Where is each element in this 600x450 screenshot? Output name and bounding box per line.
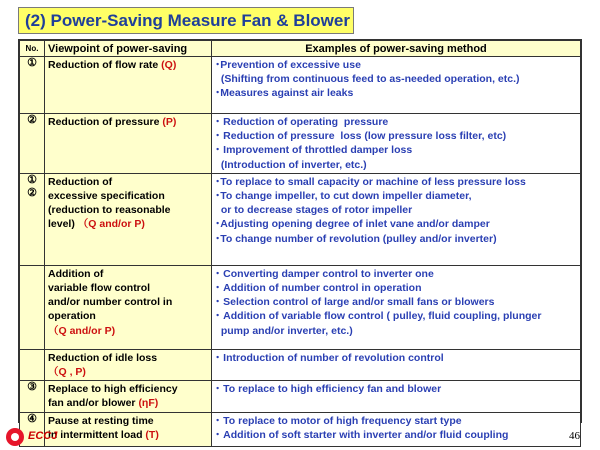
viewpoint-cell (45, 349, 212, 380)
row-number-cell (20, 57, 45, 114)
viewpoint-text: Reduction of flow rate (48, 59, 162, 71)
row-number: ① (27, 57, 37, 69)
slide-title: (2) Power-Saving Measure Fan & Blower (18, 7, 354, 34)
viewpoint-line (48, 324, 208, 338)
viewpoint-cell (45, 173, 212, 265)
examples-cell (212, 412, 581, 446)
viewpoint-text: Pause at resting time (48, 414, 154, 427)
viewpoint-line (48, 217, 208, 231)
viewpoint-text: fan and/or blower (48, 397, 139, 410)
examples-cell (212, 265, 581, 349)
row-number-cell (20, 114, 45, 174)
viewpoint-text: and/or number control in (48, 296, 173, 309)
example-line: ･ Addition of soft starter with inverter and/or fluid coupling (215, 428, 509, 441)
viewpoint-text: Reduction of pressure (48, 116, 163, 128)
viewpoint-symbol: （Q , P) (48, 366, 86, 379)
row-number-cell (20, 349, 45, 380)
viewpoint-cell (45, 412, 212, 446)
viewpoint-line (48, 175, 208, 189)
example-line: ･ To replace to high efficiency fan and blower (215, 383, 442, 396)
viewpoint-symbol: (T) (145, 428, 159, 441)
example-line: ･ To replace to motor of high frequency start type (215, 414, 462, 427)
example-line: ･ Reduction of operating pressure (215, 116, 389, 128)
viewpoint-line (48, 281, 208, 295)
examples-cell (212, 173, 581, 265)
examples-cell (212, 57, 581, 114)
example-line: ･Adjusting opening degree of inlet vane and/or damper (215, 218, 490, 231)
example-line: ･To replace to small capacity or machine of less pressure loss (215, 175, 526, 188)
table-row (20, 57, 581, 114)
viewpoint-line (48, 428, 208, 442)
logo-circle-icon (6, 428, 24, 446)
viewpoint-text: Replace to high efficiency (48, 383, 178, 396)
viewpoint-line (48, 414, 208, 428)
example-line: ･ Improvement of throttled damper loss (215, 144, 413, 157)
example-line: ･ Addition of variable flow control ( pulley, fluid coupling, plunger (215, 310, 542, 323)
example-line: ･ Converting damper control to inverter one (215, 267, 434, 280)
row-number-cell (20, 381, 45, 412)
header-no: No. (20, 41, 45, 57)
row-number: ② (27, 114, 37, 126)
viewpoint-cell (45, 57, 212, 114)
example-line: ･ Introduction of number of revolution control (215, 351, 444, 364)
row-number: ④ (27, 412, 37, 425)
example-line: or to decrease stages of rotor impeller (215, 204, 413, 217)
table-row (20, 114, 581, 174)
viewpoint-line (48, 115, 208, 129)
viewpoint-text: Reduction of idle loss (48, 351, 158, 364)
viewpoint-text: in intermittent load (48, 428, 146, 441)
table-row (20, 381, 581, 412)
viewpoint-line (48, 382, 208, 396)
header-viewpoint: Viewpoint of power-saving (45, 41, 212, 57)
row-number-cell (20, 265, 45, 349)
viewpoint-text: Reduction of (48, 175, 113, 188)
viewpoint-line (48, 309, 208, 323)
viewpoint-line (48, 189, 208, 203)
viewpoint-symbol: (P) (162, 116, 177, 128)
viewpoint-cell (45, 265, 212, 349)
example-line: ･ Addition of number control in operation (215, 282, 422, 295)
row-number-cell (20, 173, 45, 265)
example-line: ･To change impeller, to cut down impeller diameter, (215, 190, 472, 203)
examples-cell (212, 381, 581, 412)
viewpoint-line (48, 58, 208, 72)
table-row (20, 412, 581, 446)
viewpoint-symbol: (Q) (161, 59, 177, 71)
examples-cell (212, 349, 581, 380)
viewpoint-symbol: （Q and/or P) (48, 324, 116, 337)
table-row (20, 349, 581, 380)
table-row (20, 265, 581, 349)
viewpoint-cell (45, 381, 212, 412)
viewpoint-cell (45, 114, 212, 174)
example-line: (Introduction of inverter, etc.) (215, 158, 367, 171)
power-saving-table-grid (19, 40, 581, 447)
viewpoint-symbol: (ηF) (138, 397, 159, 410)
viewpoint-line (48, 351, 208, 365)
row-number: ① (27, 173, 37, 186)
viewpoint-symbol: （Q and/or P) (77, 218, 145, 231)
viewpoint-text: level) (48, 218, 78, 231)
viewpoint-text: (reduction to reasonable (48, 204, 171, 217)
example-line: ･Measures against air leaks (215, 87, 354, 100)
example-line: (Shifting from continuous feed to as-needed operation, etc.) (215, 73, 520, 86)
viewpoint-line (48, 396, 208, 410)
logo-text: ECCJ (28, 430, 58, 442)
viewpoint-text: excessive specification (48, 190, 165, 203)
page-number: 46 (569, 430, 580, 442)
viewpoint-line (48, 295, 208, 309)
header-examples: Examples of power-saving method (212, 41, 581, 57)
viewpoint-text: operation (48, 310, 96, 323)
example-line: ･Prevention of excessive use (215, 59, 361, 71)
row-number: ② (27, 186, 37, 199)
table-body (20, 57, 581, 447)
viewpoint-text: variable flow control (48, 282, 151, 295)
table-header-row (20, 41, 581, 57)
examples-cell (212, 114, 581, 174)
row-number: ③ (27, 381, 37, 394)
eccj-logo (6, 426, 66, 448)
viewpoint-line (48, 203, 208, 217)
example-line: ･ Reduction of pressure loss (low pressure loss filter, etc) (215, 130, 507, 143)
example-line: pump and/or inverter, etc.) (215, 324, 353, 337)
table-row (20, 173, 581, 265)
viewpoint-line (48, 267, 208, 281)
example-line: ･To change number of revolution (pulley and/or inverter) (215, 232, 497, 245)
example-line: ･ Selection control of large and/or small fans or blowers (215, 296, 495, 309)
viewpoint-line (48, 365, 208, 379)
viewpoint-text: Addition of (48, 267, 104, 280)
